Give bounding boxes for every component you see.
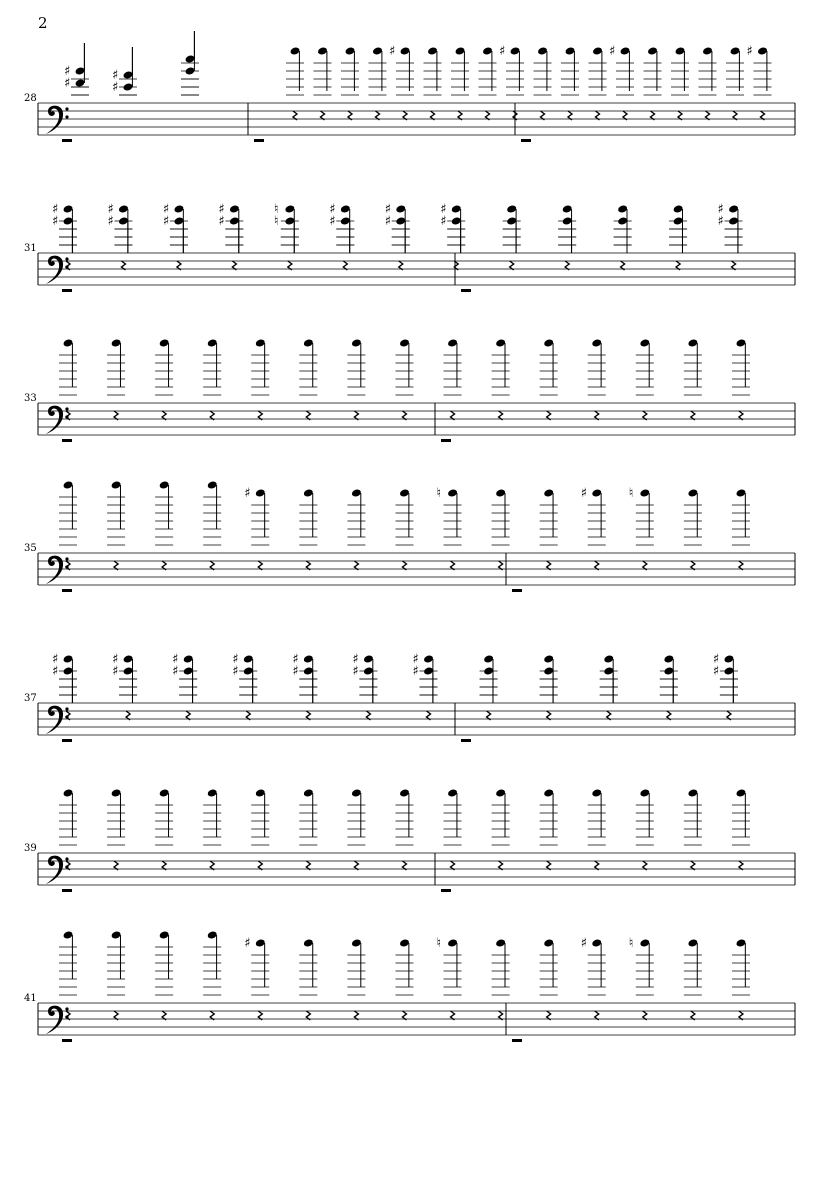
sharp-icon: ♯	[232, 664, 239, 679]
notehead	[447, 488, 458, 497]
bass-clef-icon	[46, 256, 69, 284]
notehead	[447, 938, 458, 947]
notehead	[639, 788, 650, 797]
sharp-icon: ♯	[218, 202, 225, 217]
notehead	[735, 338, 746, 347]
bass-clef-icon	[46, 856, 69, 884]
sharp-icon: ♯	[52, 214, 59, 229]
clef-dot	[65, 257, 68, 260]
notehead	[562, 216, 573, 225]
notehead	[229, 204, 240, 213]
notehead	[111, 480, 122, 489]
sharp-icon: ♯	[352, 652, 359, 667]
natural-icon: ♮	[436, 936, 442, 951]
page-number: 2	[38, 14, 48, 32]
natural-icon: ♮	[628, 936, 634, 951]
staff-system	[24, 202, 795, 292]
notehead	[303, 666, 314, 675]
sharp-icon: ♯	[389, 44, 396, 59]
whole-rest	[62, 739, 72, 742]
notehead	[482, 46, 493, 55]
clef-dot	[65, 407, 68, 410]
notehead	[207, 788, 218, 797]
notehead	[159, 788, 170, 797]
sharp-icon: ♯	[52, 652, 59, 667]
measure-number: 37	[24, 693, 37, 704]
notehead	[423, 654, 434, 663]
notehead	[317, 46, 328, 55]
sharp-icon: ♯	[712, 652, 720, 667]
notehead	[159, 480, 170, 489]
notehead	[243, 666, 254, 675]
notehead	[591, 488, 602, 497]
sharp-icon: ♯	[162, 214, 170, 229]
sharp-icon: ♯	[232, 652, 239, 667]
sharp-icon: ♯	[329, 214, 336, 229]
notehead	[159, 930, 170, 939]
notehead	[723, 654, 734, 663]
bass-clef-icon	[46, 1006, 69, 1034]
notehead	[340, 216, 351, 225]
notehead	[185, 66, 196, 75]
clef-body	[46, 556, 63, 584]
sharp-icon: ♯	[64, 64, 71, 79]
notehead	[620, 46, 631, 55]
sharp-icon: ♯	[580, 936, 588, 951]
notehead	[687, 788, 698, 797]
notehead	[75, 66, 86, 75]
notehead	[123, 654, 134, 663]
natural-icon: ♮	[436, 486, 442, 501]
sharp-icon: ♯	[162, 202, 170, 217]
notehead	[735, 938, 746, 947]
notehead	[303, 488, 314, 497]
notehead	[183, 666, 194, 675]
notehead	[63, 930, 74, 939]
notehead	[451, 204, 462, 213]
bass-clef-icon	[46, 106, 69, 134]
notehead	[735, 488, 746, 497]
notehead	[663, 654, 674, 663]
sharp-icon: ♯	[609, 44, 616, 59]
notehead	[63, 204, 74, 213]
clef-body	[46, 856, 63, 884]
sharp-icon: ♯	[712, 664, 720, 679]
notehead	[303, 338, 314, 347]
natural-icon: ♮	[273, 214, 279, 229]
sharp-icon: ♯	[292, 664, 299, 679]
sharp-icon: ♯	[64, 76, 71, 91]
notehead	[63, 654, 74, 663]
notehead	[639, 488, 650, 497]
bass-clef-icon	[46, 556, 69, 584]
whole-rest	[461, 739, 471, 742]
notehead	[173, 204, 184, 213]
notehead	[284, 204, 295, 213]
notehead	[423, 666, 434, 675]
notehead	[447, 788, 458, 797]
notehead	[111, 338, 122, 347]
sharp-icon: ♯	[172, 652, 179, 667]
notehead	[757, 46, 768, 55]
notehead	[63, 338, 74, 347]
sharp-icon: ♯	[746, 44, 753, 59]
notehead	[399, 788, 410, 797]
notehead	[395, 204, 406, 213]
notehead	[673, 204, 684, 213]
notehead	[565, 46, 576, 55]
sharp-icon: ♯	[52, 202, 59, 217]
clef-dot	[65, 1007, 68, 1010]
whole-rest	[441, 439, 451, 442]
clef-body	[46, 1006, 63, 1034]
sharp-icon: ♯	[440, 214, 447, 229]
sharp-icon: ♯	[412, 652, 419, 667]
notehead	[123, 82, 134, 91]
notehead	[111, 788, 122, 797]
staff-system	[24, 652, 795, 742]
staff-system	[24, 480, 795, 592]
measure-number: 35	[24, 543, 37, 554]
notehead	[617, 216, 628, 225]
sharp-icon: ♯	[384, 214, 392, 229]
notehead	[451, 216, 462, 225]
notehead	[617, 204, 628, 213]
notehead	[255, 788, 266, 797]
notehead	[290, 46, 301, 55]
notehead	[118, 216, 129, 225]
notehead	[591, 338, 602, 347]
bass-clef-icon	[46, 706, 69, 734]
notehead	[399, 488, 410, 497]
natural-icon: ♮	[273, 202, 279, 217]
notehead	[483, 654, 494, 663]
notehead	[603, 654, 614, 663]
sharp-icon: ♯	[244, 486, 251, 501]
clef-body	[46, 706, 63, 734]
notehead	[111, 930, 122, 939]
sharp-icon: ♯	[717, 214, 724, 229]
notehead	[702, 46, 713, 55]
whole-rest	[512, 589, 522, 592]
notehead	[229, 216, 240, 225]
notehead	[506, 216, 517, 225]
whole-rest	[62, 889, 72, 892]
notehead	[255, 488, 266, 497]
notehead	[303, 938, 314, 947]
notehead	[639, 338, 650, 347]
whole-rest	[62, 1039, 72, 1042]
notehead	[207, 930, 218, 939]
staff-system	[24, 930, 795, 1042]
notehead	[351, 938, 362, 947]
sharp-icon: ♯	[107, 202, 114, 217]
clef-dot	[65, 707, 68, 710]
notehead	[363, 654, 374, 663]
notehead	[673, 216, 684, 225]
sharp-icon: ♯	[384, 202, 392, 217]
sharp-icon: ♯	[52, 664, 59, 679]
notehead	[372, 46, 383, 55]
notehead	[543, 938, 554, 947]
whole-rest	[512, 1039, 522, 1042]
sharp-icon: ♯	[329, 202, 336, 217]
notehead	[543, 788, 554, 797]
notehead	[663, 666, 674, 675]
notehead	[63, 216, 74, 225]
notehead	[400, 46, 411, 55]
notehead	[483, 666, 494, 675]
notehead	[363, 666, 374, 675]
clef-dot	[65, 857, 68, 860]
notehead	[639, 938, 650, 947]
notehead	[495, 488, 506, 497]
notehead	[399, 338, 410, 347]
sharp-icon: ♯	[580, 486, 588, 501]
sharp-icon: ♯	[107, 214, 114, 229]
notehead	[284, 216, 295, 225]
notehead	[118, 204, 129, 213]
whole-rest	[254, 139, 264, 142]
notehead	[207, 480, 218, 489]
whole-rest	[62, 589, 72, 592]
staff-system	[24, 338, 795, 442]
notehead	[543, 654, 554, 663]
notehead	[303, 788, 314, 797]
measure-number: 39	[24, 843, 37, 854]
whole-rest	[461, 289, 471, 292]
sharp-icon: ♯	[112, 80, 119, 95]
clef-body	[46, 106, 63, 134]
notehead	[63, 480, 74, 489]
measure-number: 31	[24, 243, 37, 254]
notehead	[543, 666, 554, 675]
notehead	[173, 216, 184, 225]
notehead	[123, 70, 134, 79]
sharp-icon: ♯	[112, 68, 119, 83]
measure-number: 28	[24, 93, 37, 104]
sharp-icon: ♯	[244, 936, 251, 951]
notehead	[455, 46, 466, 55]
notehead	[562, 204, 573, 213]
notehead	[399, 938, 410, 947]
notehead	[735, 788, 746, 797]
clef-dot	[65, 115, 68, 118]
notehead	[75, 78, 86, 87]
bass-clef-icon	[46, 406, 69, 434]
sharp-icon: ♯	[440, 202, 447, 217]
whole-rest	[521, 139, 531, 142]
notehead	[647, 46, 658, 55]
notehead	[243, 654, 254, 663]
sharp-icon: ♯	[499, 44, 506, 59]
notehead	[351, 788, 362, 797]
notehead	[728, 216, 739, 225]
clef-body	[46, 406, 63, 434]
sharp-icon: ♯	[112, 652, 119, 667]
sharp-icon: ♯	[412, 664, 419, 679]
notehead	[687, 938, 698, 947]
notehead	[340, 204, 351, 213]
notehead	[592, 46, 603, 55]
notehead	[207, 338, 218, 347]
notehead	[185, 54, 196, 63]
notehead	[543, 488, 554, 497]
clef-dot	[65, 107, 68, 110]
sharp-icon: ♯	[172, 664, 179, 679]
notehead	[603, 666, 614, 675]
notehead	[591, 788, 602, 797]
notehead	[351, 338, 362, 347]
notehead	[510, 46, 521, 55]
sharp-icon: ♯	[218, 214, 225, 229]
whole-rest	[62, 289, 72, 292]
notehead	[351, 488, 362, 497]
notehead	[345, 46, 356, 55]
clef-body	[46, 256, 63, 284]
notehead	[687, 338, 698, 347]
notehead	[730, 46, 741, 55]
notehead	[495, 938, 506, 947]
notehead	[723, 666, 734, 675]
sharp-icon: ♯	[717, 202, 724, 217]
notehead	[687, 488, 698, 497]
notehead	[427, 46, 438, 55]
notehead	[591, 938, 602, 947]
measure-number: 41	[24, 993, 37, 1004]
notehead	[255, 938, 266, 947]
notehead	[183, 654, 194, 663]
sharp-icon: ♯	[112, 664, 119, 679]
whole-rest	[62, 139, 72, 142]
notehead	[255, 338, 266, 347]
staff-system	[24, 788, 795, 892]
notehead	[495, 788, 506, 797]
clef-dot	[65, 557, 68, 560]
sharp-icon: ♯	[352, 664, 359, 679]
notehead	[63, 788, 74, 797]
notehead	[447, 338, 458, 347]
notehead	[63, 666, 74, 675]
notehead	[495, 338, 506, 347]
notehead	[123, 666, 134, 675]
natural-icon: ♮	[628, 486, 634, 501]
notehead	[675, 46, 686, 55]
notehead	[537, 46, 548, 55]
notehead	[395, 216, 406, 225]
whole-rest	[62, 439, 72, 442]
notehead	[543, 338, 554, 347]
sharp-icon: ♯	[292, 652, 299, 667]
notehead	[728, 204, 739, 213]
notehead	[159, 338, 170, 347]
notehead	[303, 654, 314, 663]
notehead	[506, 204, 517, 213]
measure-number: 33	[24, 393, 37, 404]
whole-rest	[441, 889, 451, 892]
staff-system	[24, 31, 795, 142]
